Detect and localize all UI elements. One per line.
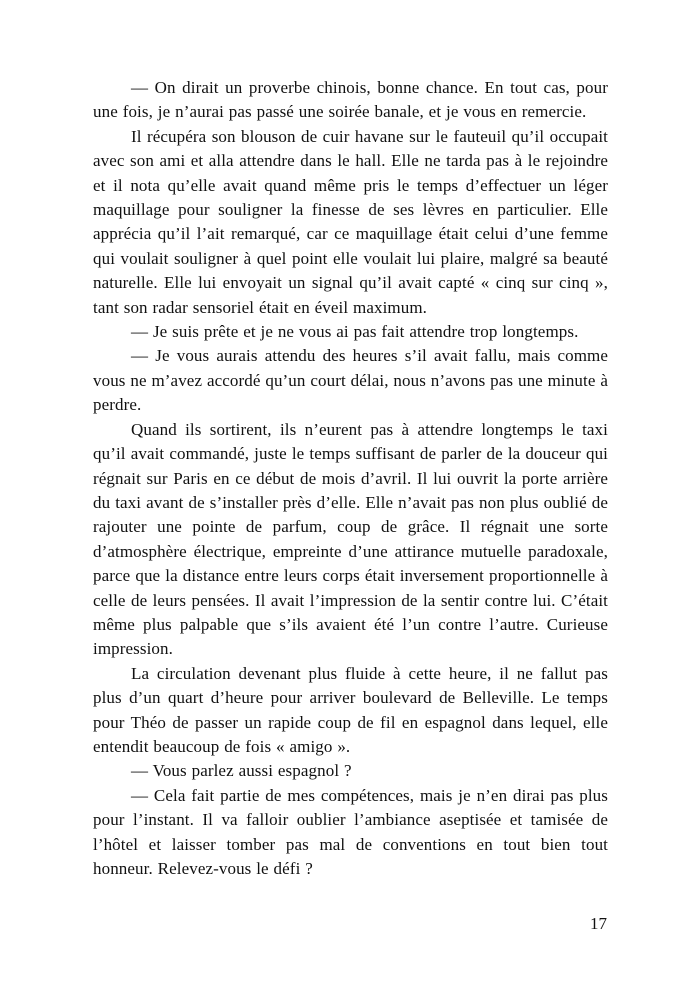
paragraph: Quand ils sortirent, ils n’eurent pas à attendre longtemps le taxi qu’il avait commandé, juste le temps suffisant de parler de la douceur qui régnait sur Paris en ce début de mois d’avril. Il lui ouvrit la porte arrière du taxi avant de s’installer près d’elle. Elle n’avait pas non plus oublié de rajouter une pointe de parfum, coup de grâce. Il régnait une sorte d’atmosphère électrique, empreinte d’une attirance mutuelle paradoxale, parce que la distance entre leurs corps était inversement proportionnelle à celle de leurs pensées. Il avait l’impression de la sentir contre lui. C’était même plus palpable que s’ils avaient été l’un contre l’autre. Curieuse impression. bbox=[93, 419, 608, 659]
paragraph: La circulation devenant plus fluide à cette heure, il ne fallut pas plus d’un quart d’heure pour arriver boulevard de Belleville. Le temps pour Théo de passer un rapide coup de fil en espagnol dans lequel, elle entendit beaucoup de fois « amigo ». bbox=[93, 663, 608, 756]
paragraph: — Vous parlez aussi espagnol ? bbox=[131, 761, 352, 781]
page-number: 17 bbox=[590, 914, 607, 933]
paragraph: — Cela fait partie de mes compétences, mais je n’en dirai pas plus pour l’instant. Il va falloir oublier l’ambiance aseptisée et tamisée de l’hôtel et laisser tomber pas mal de conventions en tout bien tout honneur. Relevez-vous le défi ? bbox=[93, 785, 608, 878]
paragraph: — On dirait un proverbe chinois, bonne chance. En tout cas, pour une fois, je n’aurai pas passé une soirée banale, et je vous en remercie. bbox=[93, 78, 608, 122]
paragraph: — Je suis prête et je ne vous ai pas fait attendre trop longtemps. bbox=[131, 322, 579, 342]
paragraph: Il récupéra son blouson de cuir havane sur le fauteuil qu’il occupait avec son ami et alla attendre dans le hall. Elle ne tarda pas à le rejoindre et il nota qu’elle avait quand même pris le temps d’effectuer un léger maquillage pour souligner la finesse de ses lèvres en particulier. Elle apprécia qu’il l’ait remarqué, car ce maquillage était celui d’une femme qui voulait souligner à quel point elle voulait lui plaire, malgré sa beauté naturelle. Elle lui envoyait un signal qu’il avait capté « cinq sur cinq », tant son radar sensoriel était en éveil maximum. bbox=[93, 126, 608, 317]
paragraph: — Je vous aurais attendu des heures s’il avait fallu, mais comme vous ne m’avez accordé qu’un court délai, nous n’avons pas une minute à perdre. bbox=[93, 346, 608, 415]
body-text bbox=[93, 76, 608, 881]
